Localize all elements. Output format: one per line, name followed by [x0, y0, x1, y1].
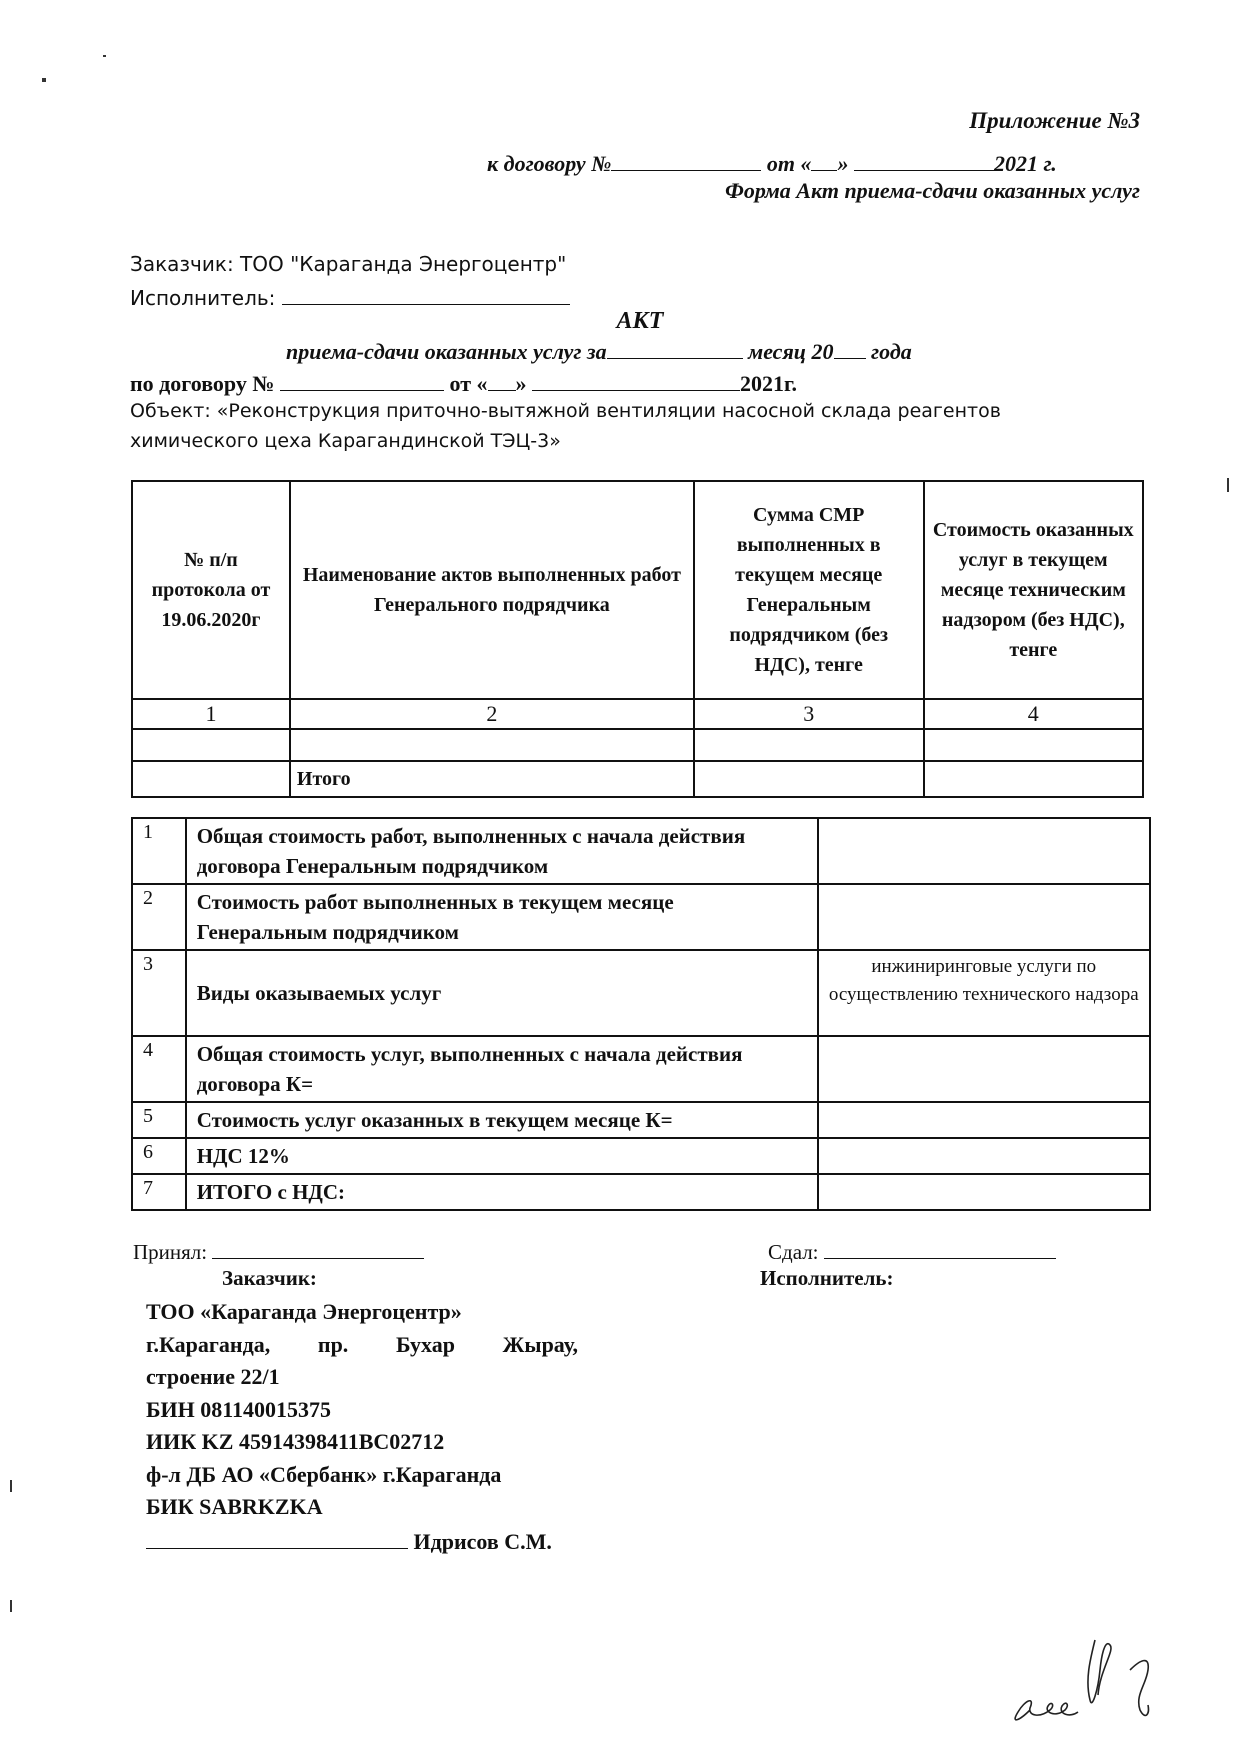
contract-year: 2021 г.	[993, 151, 1057, 176]
scan-speck	[1227, 478, 1229, 492]
executor-label: Исполнитель:	[130, 286, 276, 310]
signature-executor-label: Исполнитель:	[760, 1266, 894, 1290]
signer-line	[146, 1526, 552, 1555]
executor-line	[130, 282, 570, 310]
table-cell	[132, 729, 290, 761]
row-value	[818, 1138, 1150, 1174]
row-value	[818, 1174, 1150, 1210]
row-number: 4	[132, 1036, 186, 1102]
row-value	[818, 884, 1150, 950]
row-number: 3	[132, 950, 186, 1036]
column-number-1: 1	[132, 699, 290, 729]
appendix-number: Приложение №3	[969, 108, 1140, 133]
summary-row	[132, 1174, 1150, 1210]
row-number: 6	[132, 1138, 186, 1174]
row-value	[818, 1036, 1150, 1102]
address-part: Жырау,	[502, 1331, 578, 1357]
handwritten-signature	[1000, 1600, 1200, 1740]
row-value	[818, 818, 1150, 884]
act-subtitle-month: месяц 20	[748, 339, 834, 364]
address-part: г.Караганда,	[146, 1331, 271, 1357]
acts-table-row	[132, 729, 1143, 761]
column-number-2: 2	[290, 699, 694, 729]
table-cell	[924, 729, 1143, 761]
summary-table	[131, 817, 1151, 1211]
customer-line: Заказчик: ТОО "Караганда Энергоцентр"	[130, 252, 567, 276]
header-protocol-number: № п/п протокола от 19.06.2020г	[132, 481, 290, 699]
act-contract-prefix: по договору №	[130, 371, 275, 396]
header-supervision-cost: Стоимость оказанных услуг в текущем месяце техническим надзором (без НДС), тенге	[924, 481, 1143, 699]
summary-row	[132, 884, 1150, 950]
bank-name: ф-л ДБ АО «Сбербанк» г.Караганда	[146, 1461, 502, 1487]
executor-blank	[282, 282, 570, 305]
signature-customer-label: Заказчик:	[222, 1266, 317, 1290]
bin-number: БИН 081140015375	[146, 1396, 332, 1422]
summary-row	[132, 1036, 1150, 1102]
total-label: Итого	[290, 761, 694, 797]
table-cell	[924, 761, 1143, 797]
act-month-blank	[607, 336, 743, 359]
acts-table-number-row	[132, 699, 1143, 729]
object-description: Объект: «Реконструкция приточно-вытяжной вентиляции насосной склада реагентов химического цеха Карагандинской ТЭЦ-3»	[130, 400, 1001, 452]
contract-prefix: к договору №	[487, 151, 612, 176]
row-number: 2	[132, 884, 186, 950]
column-number-4: 4	[924, 699, 1143, 729]
row-label: Стоимость работ выполненных в текущем месяце Генеральным подрядчиком	[186, 884, 818, 950]
address-line	[146, 1329, 578, 1362]
summary-row	[132, 818, 1150, 884]
contract-month-blank	[854, 148, 994, 171]
bik-code: БИК SABRKZKA	[146, 1494, 323, 1519]
scan-speck	[10, 1480, 12, 1492]
table-cell	[694, 729, 924, 761]
row-label: НДС 12%	[186, 1138, 818, 1174]
act-subtitle-suffix: года	[871, 339, 912, 364]
contract-reference	[487, 148, 1057, 177]
row-label: ИТОГО с НДС:	[186, 1174, 818, 1210]
acts-table-total-row	[132, 761, 1143, 797]
iik-number: ИИК KZ 45914398411BC02712	[146, 1429, 445, 1454]
accepted-label: Принял:	[133, 1240, 208, 1264]
accepted-signature-blank	[212, 1236, 424, 1259]
row-label: Стоимость услуг оказанных в текущем месяце К=	[186, 1102, 818, 1138]
act-contract-month-blank	[532, 368, 740, 391]
table-cell	[132, 761, 290, 797]
act-contract-number-blank	[280, 368, 444, 391]
act-title: АКТ	[616, 308, 664, 334]
row-label: Общая стоимость услуг, выполненных с начала действия договора К=	[186, 1036, 818, 1102]
act-contract-from: от «	[449, 371, 488, 396]
contract-day-blank	[811, 148, 837, 171]
accepted-line	[133, 1236, 424, 1265]
form-title: Форма Акт приема-сдачи оказанных услуг	[725, 178, 1140, 203]
header-act-names: Наименование актов выполненных работ Генерального подрядчика	[290, 481, 694, 699]
handed-label: Сдал:	[768, 1240, 819, 1264]
handed-line	[768, 1236, 1056, 1265]
table-cell	[694, 761, 924, 797]
address-part: Бухар	[396, 1331, 455, 1357]
header-smr-sum: Сумма СМР выполненных в текущем месяце Генеральным подрядчиком (без НДС), тенге	[694, 481, 924, 699]
summary-row	[132, 950, 1150, 1036]
act-contract-quote-close: »	[515, 371, 527, 396]
row-value	[818, 1102, 1150, 1138]
signer-name: Идрисов С.М.	[413, 1529, 552, 1554]
acts-table	[131, 480, 1144, 798]
scan-speck	[103, 55, 106, 57]
act-subtitle	[286, 336, 912, 365]
row-value: инжиниринговые услуги по осуществлению технического надзора	[818, 950, 1150, 1036]
act-contract-day-blank	[488, 368, 516, 391]
scan-speck	[42, 78, 46, 82]
contract-from: от «	[766, 151, 812, 176]
row-label: Виды оказываемых услуг	[186, 950, 818, 1036]
table-cell	[290, 729, 694, 761]
address-part: пр.	[317, 1331, 349, 1357]
summary-row	[132, 1102, 1150, 1138]
row-number: 5	[132, 1102, 186, 1138]
row-number: 1	[132, 818, 186, 884]
act-year-blank	[834, 336, 866, 359]
summary-row	[132, 1138, 1150, 1174]
signer-signature-blank	[146, 1526, 408, 1549]
contract-quote-close: »	[837, 151, 849, 176]
row-label: Общая стоимость работ, выполненных с начала действия договора Генеральным подрядчиком	[186, 818, 818, 884]
act-contract-year: 2021г.	[740, 371, 798, 396]
company-name: ТОО «Караганда Энергоцентр»	[146, 1299, 462, 1324]
column-number-3: 3	[694, 699, 924, 729]
act-contract-line	[130, 368, 797, 397]
address-line-2: строение 22/1	[146, 1364, 280, 1389]
act-subtitle-prefix: приема-сдачи оказанных услуг за	[286, 339, 607, 364]
acts-table-header-row	[132, 481, 1143, 699]
customer-requisites	[146, 1296, 578, 1524]
contract-number-blank	[611, 148, 761, 171]
handed-signature-blank	[824, 1236, 1056, 1259]
row-number: 7	[132, 1174, 186, 1210]
scan-speck	[10, 1600, 12, 1612]
